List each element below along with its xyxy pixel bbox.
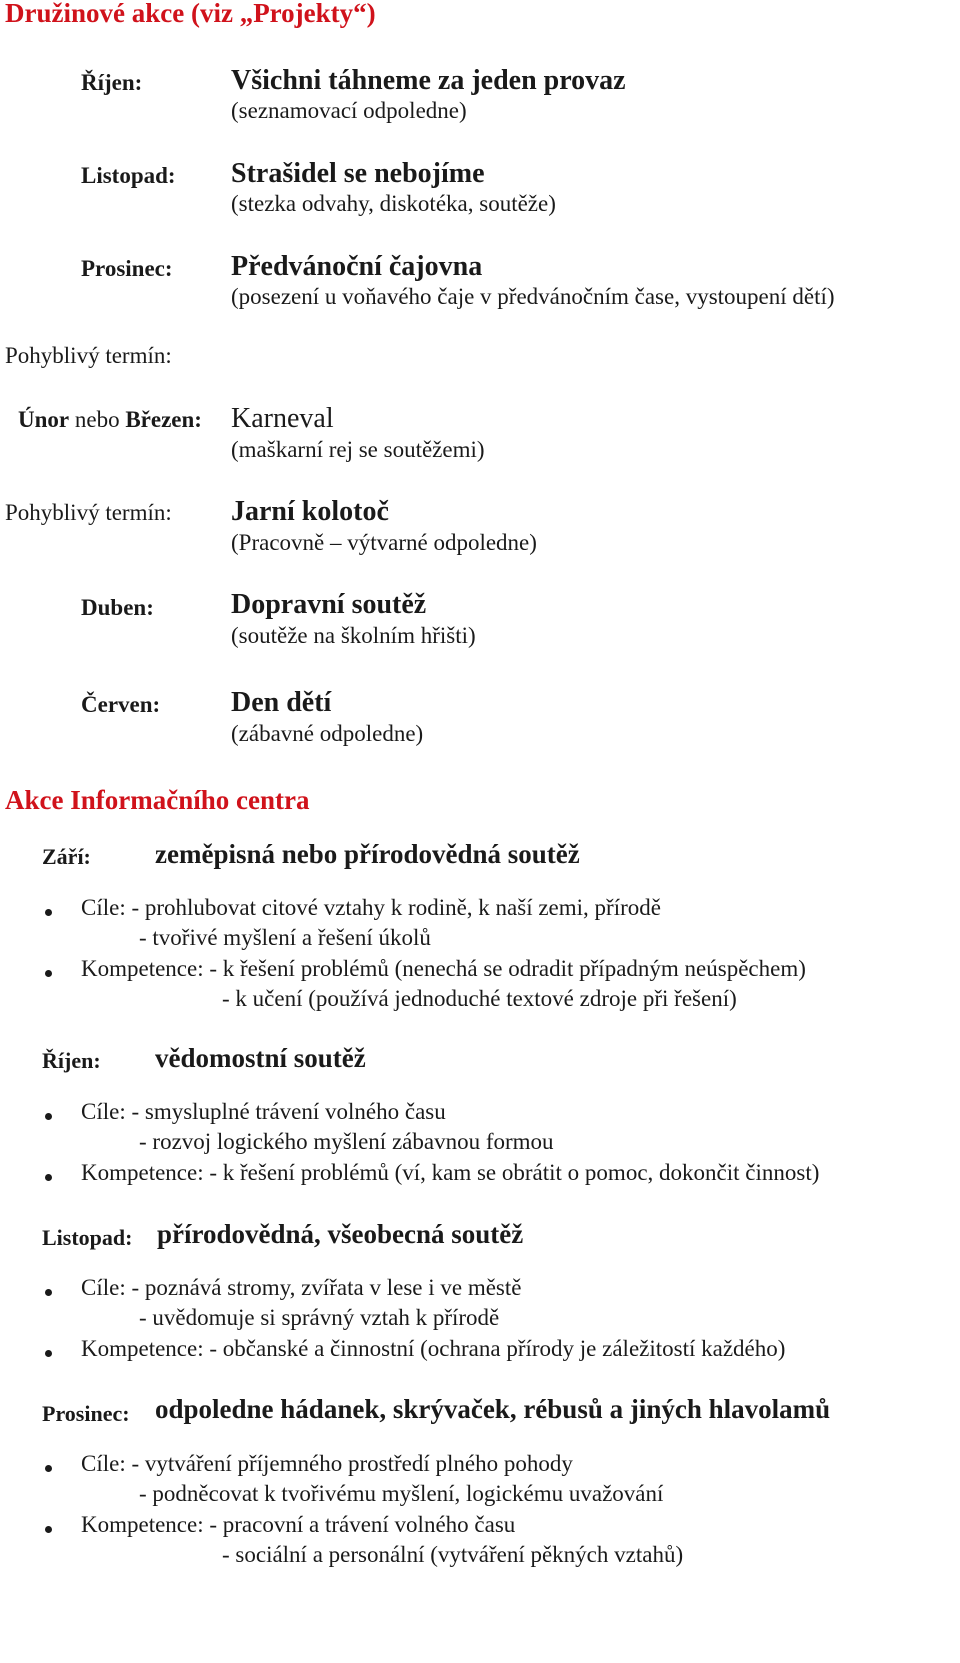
ic-month-label: Září: <box>42 844 91 869</box>
event-description: (posezení u voňavého čaje v předvánočním čase, vystoupení dětí) <box>231 284 835 309</box>
movable-date-label: Pohyblivý termín: <box>5 343 172 368</box>
bullet-icon <box>45 1174 52 1181</box>
goals-line: Cíle: - poznává stromy, zvířata v lese i ve městě <box>81 1275 522 1300</box>
competence-line: Kompetence: - k řešení problémů (nenechá se odradit případným neúspěchem) <box>81 956 806 981</box>
section-heading-druzinove-akce: Družinové akce (viz „Projekty“) <box>5 0 376 28</box>
event-description: (seznamovací odpoledne) <box>231 98 467 123</box>
event-title: Strašidel se nebojíme <box>231 158 485 189</box>
section-heading-informacni-centrum: Akce Informačního centra <box>5 785 310 815</box>
ic-event-title: odpoledne hádanek, skrývaček, rébusů a jiných hlavolamů <box>155 1394 831 1424</box>
goals-line: Cíle: - vytváření příjemného prostředí plného pohody <box>81 1451 573 1476</box>
goals-line: - rozvoj logického myšlení zábavnou formou <box>139 1129 554 1154</box>
ic-event-title: přírodovědná, všeobecná soutěž <box>157 1219 524 1249</box>
event-description: (maškarní rej se soutěžemi) <box>231 437 485 462</box>
ic-event-title: zeměpisná nebo přírodovědná soutěž <box>155 839 580 869</box>
bullet-icon <box>45 970 52 977</box>
bullet-icon <box>45 1113 52 1120</box>
competence-line: - sociální a personální (vytváření pěkných vztahů) <box>222 1542 684 1567</box>
event-description: (zábavné odpoledne) <box>231 721 424 746</box>
month-label-unor-brezen <box>18 407 202 433</box>
goals-line: - podněcovat k tvořivému myšlení, logickému uvažování <box>139 1481 664 1506</box>
bullet-icon <box>45 1350 52 1357</box>
event-title: Karneval <box>231 403 334 434</box>
month-label-cerven: Červen: <box>81 692 161 717</box>
goals-line: Cíle: - prohlubovat citové vztahy k rodině, k naší zemi, přírodě <box>81 895 661 920</box>
event-description: (soutěže na školním hřišti) <box>231 623 476 648</box>
bullet-icon <box>45 1289 52 1296</box>
month-unor: Únor <box>18 407 70 432</box>
month-or: nebo <box>69 407 126 432</box>
goals-line: - uvědomuje si správný vztah k přírodě <box>139 1305 500 1330</box>
goals-line: Cíle: - smysluplné trávení volného času <box>81 1099 446 1124</box>
month-label-rijen: Říjen: <box>81 70 143 95</box>
competence-line: Kompetence: - občanské a činnostní (ochrana přírody je záležitostí každého) <box>81 1336 786 1361</box>
bullet-icon <box>45 1526 52 1533</box>
month-brezen: Březen: <box>125 407 202 432</box>
bullet-icon <box>45 909 52 916</box>
ic-month-label: Prosinec: <box>42 1401 130 1426</box>
bullet-icon <box>45 1465 52 1472</box>
ic-month-label: Říjen: <box>42 1048 101 1073</box>
month-label-duben: Duben: <box>81 595 154 620</box>
competence-line: Kompetence: - pracovní a trávení volného času <box>81 1512 516 1537</box>
month-label-listopad: Listopad: <box>81 163 176 188</box>
month-label-prosinec: Prosinec: <box>81 256 173 281</box>
event-title: Dopravní soutěž <box>231 589 427 620</box>
movable-date-label: Pohyblivý termín: <box>5 500 172 525</box>
competence-line: Kompetence: - k řešení problémů (ví, kam se obrátit o pomoc, dokončit činnost) <box>81 1160 820 1185</box>
event-title: Jarní kolotoč <box>231 496 389 527</box>
ic-month-label: Listopad: <box>42 1225 133 1250</box>
event-title: Předvánoční čajovna <box>231 251 483 282</box>
event-title: Den dětí <box>231 687 332 718</box>
event-description: (Pracovně – výtvarné odpoledne) <box>231 530 537 555</box>
event-title: Všichni táhneme za jeden provaz <box>231 65 626 96</box>
event-description: (stezka odvahy, diskotéka, soutěže) <box>231 191 556 216</box>
ic-event-title: vědomostní soutěž <box>155 1043 366 1073</box>
goals-line: - tvořivé myšlení a řešení úkolů <box>139 925 431 950</box>
competence-line: - k učení (používá jednoduché textové zdroje při řešení) <box>222 986 737 1011</box>
